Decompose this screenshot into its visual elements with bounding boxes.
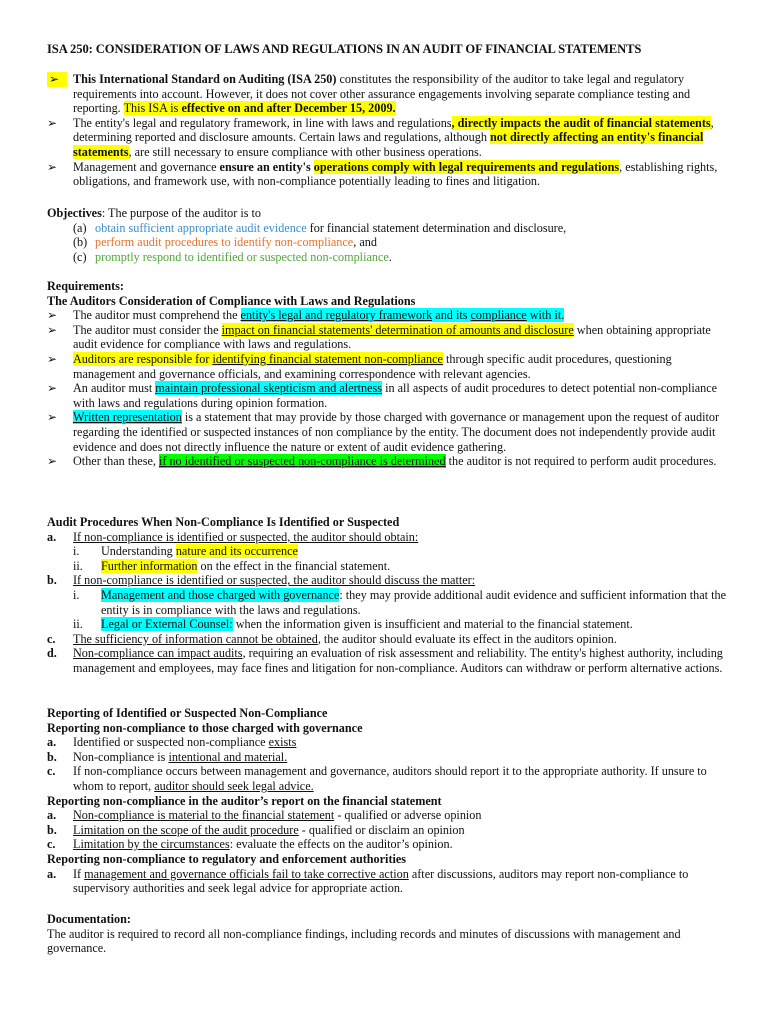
procedures-section: [47, 515, 727, 676]
intro-bullet-3: ➢ Management and governance ensure an entity's operations comply with legal requirements and regulations, establishing rights, obligations, and framework use, with non-compliance potentially leading to fines and litigation.: [47, 159, 718, 189]
reporting-auditor-b: b. Limitation on the scope of the audit procedure - qualified or disclaim an opinion: [47, 822, 465, 837]
arrow-bullet-icon: ➢: [47, 351, 58, 366]
requirements-heading: Requirements:: [47, 279, 124, 293]
arrow-bullet-icon: ➢: [47, 72, 67, 87]
requirements-subheading: The Auditors Consideration of Compliance with Laws and Regulations: [47, 293, 416, 308]
procedure-a: a. If non-compliance is identified or suspected, the auditor should obtain:: [47, 529, 419, 544]
objective-b: (b) perform audit procedures to identify non-compliance, and: [73, 235, 377, 250]
arrow-bullet-icon: ➢: [47, 308, 58, 323]
reporting-auditor-c: c. Limitation by the circumstances: evaluate the effects on the auditor’s opinion.: [47, 837, 453, 852]
objectives-lead: Objectives: The purpose of the auditor is to: [47, 206, 262, 220]
intro-bullet-1: ➢ This International Standard on Auditing (ISA 250) constitutes the responsibility of the auditor to take legal and regulatory requirements into account. However, it does not cover other assurance engagements involving separate compliance testing and reporting. This ISA is effective on and after December 15, 2009.: [49, 72, 691, 116]
reporting-subheading-auditor-report: Reporting non-compliance in the auditor’s report on the financial statement: [47, 793, 442, 808]
requirements-section: [47, 279, 727, 469]
requirement-1: ➢ The auditor must comprehend the entity's legal and regulatory framework and its compliance with it.: [47, 308, 565, 323]
documentation-section: [47, 912, 727, 956]
intro-bullet-2: ➢ The entity's legal and regulatory framework, in line with laws and regulations, directly impacts the audit of financial statements, determining reported and disclosure amounts. Certain laws and regulations, although not directly affecting an entity's financial statements, are still necessary to ensure compliance with other business operations.: [47, 115, 714, 159]
requirement-5: ➢ Written representation is a statement that may provide by those charged with governance or management upon the request of auditor regarding the identified or suspected instances of non compliance by the entity. The document does not independently provide audit evidence and does not directly influence the nature or extent of audit evidence gathering.: [47, 410, 720, 454]
procedure-c: c. The sufficiency of information cannot be obtained, the auditor should evaluate its effect in the auditors opinion.: [47, 631, 617, 646]
procedure-b-i: i. Management and those charged with governance: they may provide additional audit evidence and sufficient information that the entity is in compliance with the laws and regulations.: [73, 587, 726, 617]
procedure-a-ii: ii. Further information on the effect in the financial statement.: [73, 558, 391, 573]
arrow-bullet-icon: ➢: [47, 381, 58, 396]
reporting-authorities-a: a. If management and governance officials fail to take corrective action after discussions, auditors may report non-compliance to supervisory authorities and seek legal advice for appropriate action.: [47, 866, 689, 896]
arrow-bullet-icon: ➢: [47, 322, 58, 337]
procedure-d: d. Non-compliance can impact audits, requiring an evaluation of risk assessment and reliability. The entity's highest authority, including management and employees, may face fines and litigation for non-compliance. Auditors can withdraw or perform alternative actions.: [47, 646, 723, 675]
intro-section: [47, 72, 727, 189]
arrow-bullet-icon: ➢: [47, 454, 58, 469]
arrow-bullet-icon: ➢: [47, 410, 58, 425]
objective-a: (a) obtain sufficient appropriate audit evidence for financial statement determination and disclosure,: [73, 220, 567, 235]
reporting-subheading-governance: Reporting non-compliance to those charged with governance: [47, 720, 363, 735]
procedures-heading: Audit Procedures When Non-Compliance Is Identified or Suspected: [47, 515, 400, 529]
objective-c: (c) promptly respond to identified or suspected non-compliance.: [73, 249, 392, 264]
procedure-a-i: i. Understanding nature and its occurrence: [73, 544, 298, 559]
requirement-6: ➢ Other than these, if no identified or suspected non-compliance is determined the auditor is not required to perform audit procedures.: [47, 454, 717, 469]
arrow-bullet-icon: ➢: [47, 159, 58, 174]
objectives-section: [47, 206, 727, 264]
reporting-section: [47, 706, 727, 896]
requirement-3: ➢ Auditors are responsible for identifying financial statement non-compliance through specific audit procedures, questioning management and governance officials, and examining correspondence with relevant agencies.: [47, 351, 672, 381]
reporting-governance-c: c. If non-compliance occurs between management and governance, auditors should report it to the appropriate authority. If unsure to whom to report, auditor should seek legal advice.: [47, 764, 707, 793]
reporting-governance-b: b. Non-compliance is intentional and material.: [47, 749, 288, 764]
procedure-b-ii: ii. Legal or External Counsel: when the information given is insufficient and material to the financial statement.: [73, 617, 633, 632]
procedure-b: b. If non-compliance is identified or suspected, the auditor should discuss the matter:: [47, 573, 476, 588]
documentation-heading: Documentation:: [47, 912, 131, 926]
arrow-bullet-icon: ➢: [47, 115, 58, 130]
reporting-governance-a: a. Identified or suspected non-compliance exists: [47, 735, 297, 750]
reporting-auditor-a: a. Non-compliance is material to the financial statement - qualified or adverse opinion: [47, 808, 482, 823]
reporting-heading: Reporting of Identified or Suspected Non-Compliance: [47, 706, 328, 720]
requirement-2: ➢ The auditor must consider the impact on financial statements' determination of amounts and disclosure when obtaining appropriate audit evidence for compliance with laws and regulations.: [47, 322, 711, 352]
reporting-subheading-authorities: Reporting non-compliance to regulatory and enforcement authorities: [47, 851, 407, 866]
requirement-4: ➢ An auditor must maintain professional skepticism and alertness in all aspects of audit procedures to detect potential non-compliance with laws and regulations during opinion formation.: [47, 381, 718, 410]
document-title: ISA 250: CONSIDERATION OF LAWS AND REGULATIONS IN AN AUDIT OF FINANCIAL STATEMENTS: [47, 42, 642, 56]
documentation-text: The auditor is required to record all non-compliance findings, including records and minutes of discussions with management and governance.: [47, 926, 681, 956]
